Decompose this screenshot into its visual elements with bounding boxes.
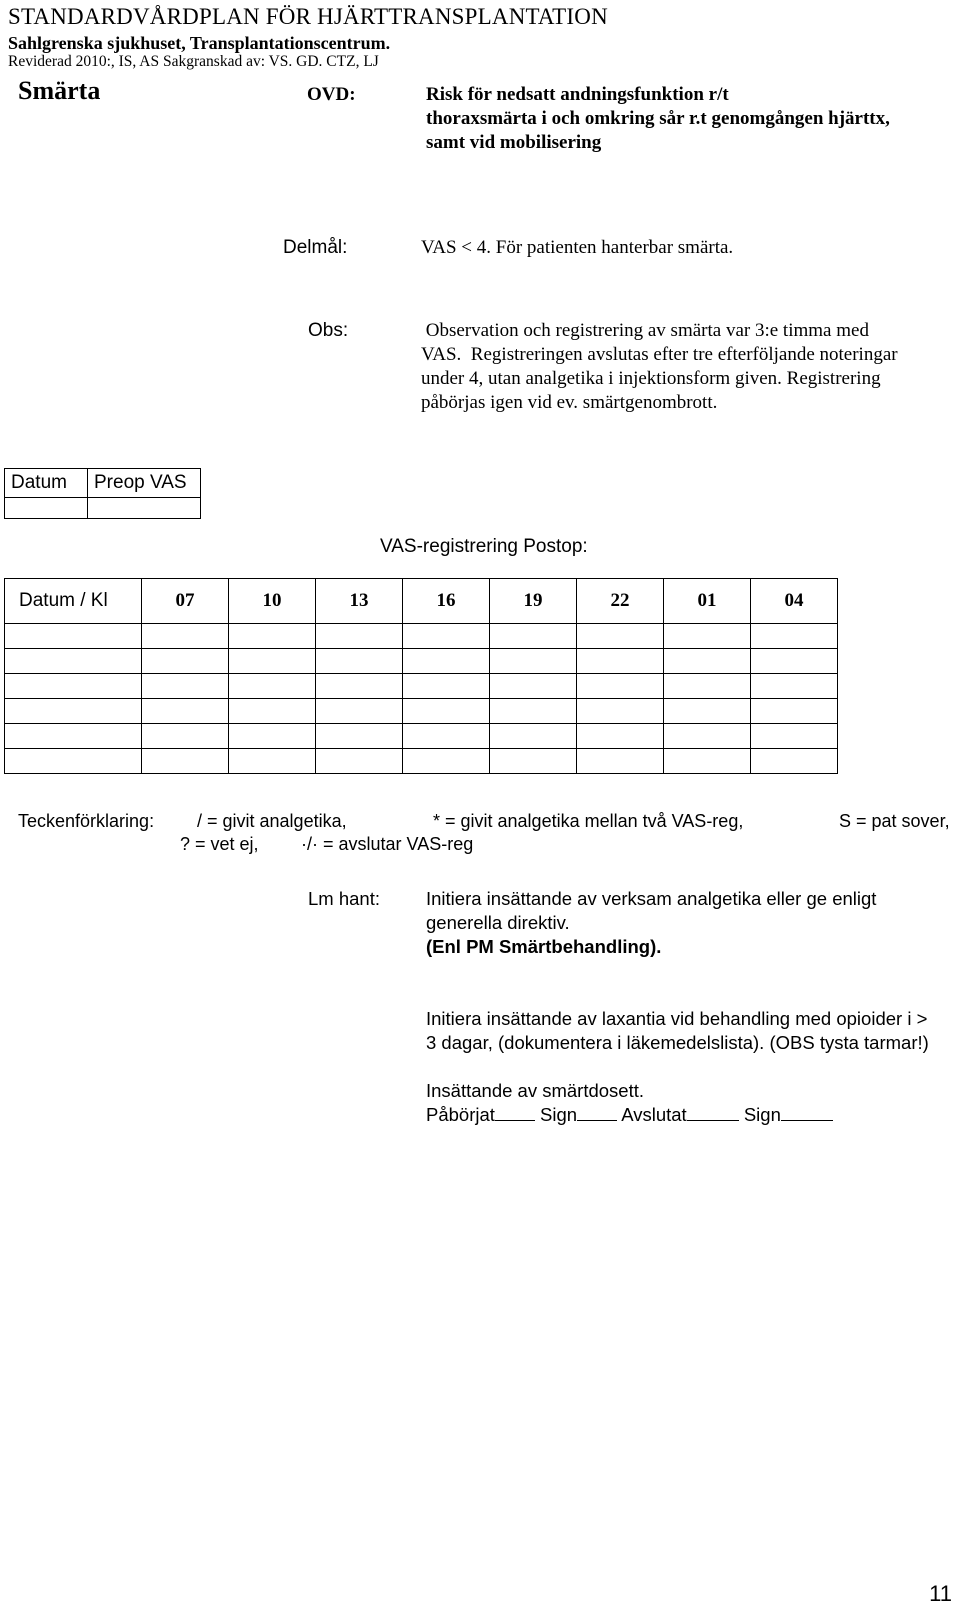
ovd-line: samt vid mobilisering [426,132,602,153]
vas-cell[interactable] [5,674,142,699]
document-title: STANDARDVÅRDPLAN FÖR HJÄRTTRANSPLANTATION [8,4,608,29]
dosett-blank[interactable] [495,1104,535,1121]
vas-cell[interactable] [403,699,490,724]
vas-cell[interactable] [403,749,490,774]
dosett-field-label: Avslutat [621,1104,687,1125]
vas-cell[interactable] [664,749,751,774]
delmal-text: VAS < 4. För patienten hanterbar smärta. [421,237,734,258]
vas-cell[interactable] [316,624,403,649]
vas-row [5,649,838,674]
vas-cell[interactable] [5,624,142,649]
vas-cell[interactable] [5,749,142,774]
vas-cell[interactable] [664,724,751,749]
vas-cell[interactable] [664,674,751,699]
vas-cell[interactable] [229,624,316,649]
dosett-fields [426,1104,833,1126]
preop-table [4,468,201,519]
vas-cell[interactable] [577,649,664,674]
vas-header-time: 22 [577,579,664,624]
vas-cell[interactable] [577,699,664,724]
vas-cell[interactable] [577,749,664,774]
preop-cell-datum[interactable] [5,498,88,519]
vas-cell[interactable] [490,674,577,699]
vas-table [4,578,838,774]
legend-label: Teckenförklaring: [18,811,155,831]
legend-item: ·/· = avslutar VAS-reg [301,834,474,854]
ovd-line: Risk för nedsatt andningsfunktion r/t [426,84,729,105]
lm-line: generella direktiv. [426,912,570,933]
vas-header-row [5,579,838,624]
vas-cell[interactable] [490,699,577,724]
vas-header-time: 07 [142,579,229,624]
vas-cell[interactable] [490,724,577,749]
vas-cell[interactable] [5,699,142,724]
vas-cell[interactable] [403,649,490,674]
vas-cell[interactable] [577,674,664,699]
vas-cell[interactable] [229,724,316,749]
dosett-blank[interactable] [687,1104,739,1121]
vas-cell[interactable] [5,724,142,749]
vas-header-time: 19 [490,579,577,624]
ovd-label: OVD: [307,84,356,105]
vas-cell[interactable] [751,674,838,699]
ovd-line: thoraxsmärta i och omkring sår r.t genomgången hjärttx, [426,108,890,129]
laxantia-line: Initiera insättande av laxantia vid behandling med opioider i > [426,1008,928,1029]
document-subtitle: Sahlgrenska sjukhuset, Transplantationscentrum. [8,33,391,53]
vas-cell[interactable] [403,674,490,699]
vas-cell[interactable] [316,649,403,674]
vas-cell[interactable] [577,724,664,749]
vas-cell[interactable] [664,624,751,649]
vas-cell[interactable] [490,649,577,674]
vas-row [5,749,838,774]
legend-item: * = givit analgetika mellan två VAS-reg, [433,811,744,831]
vas-header-time: 04 [751,579,838,624]
dosett-blank[interactable] [781,1104,833,1121]
vas-row [5,674,838,699]
obs-line: påbörjas igen vid ev. smärtgenombrott. [421,392,718,413]
vas-cell[interactable] [229,649,316,674]
dosett-field-label: Sign [540,1104,578,1125]
vas-row [5,624,838,649]
vas-header-time: 16 [403,579,490,624]
obs-line: VAS. Registreringen avslutas efter tre efterföljande noteringar [421,344,898,365]
vas-cell[interactable] [316,749,403,774]
dosett-blank[interactable] [577,1104,617,1121]
vas-cell[interactable] [664,649,751,674]
vas-header-time: 01 [664,579,751,624]
vas-cell[interactable] [316,699,403,724]
vas-cell[interactable] [229,699,316,724]
vas-cell[interactable] [5,649,142,674]
vas-heading: VAS-registrering Postop: [380,536,588,557]
vas-cell[interactable] [490,749,577,774]
vas-cell[interactable] [316,674,403,699]
vas-cell[interactable] [229,674,316,699]
vas-cell[interactable] [403,724,490,749]
vas-cell[interactable] [142,624,229,649]
lm-hant-label: Lm hant: [308,888,380,909]
vas-cell[interactable] [229,749,316,774]
vas-cell[interactable] [577,624,664,649]
vas-cell[interactable] [751,749,838,774]
dosett-field-label: Sign [743,1104,781,1125]
vas-cell[interactable] [751,724,838,749]
legend-item: / = givit analgetika, [197,811,347,831]
lm-line: Initiera insättande av verksam analgetika eller ge enligt [426,888,877,909]
vas-cell[interactable] [142,649,229,674]
page-number: 11 [929,1581,952,1606]
vas-row [5,699,838,724]
preop-header-datum: Datum [5,469,88,498]
preop-cell-vas[interactable] [88,498,201,519]
obs-line: Observation och registrering av smärta var 3:e timma med [421,320,869,341]
dosett-field-label: Påbörjat [426,1104,495,1125]
vas-cell[interactable] [142,699,229,724]
vas-cell[interactable] [751,624,838,649]
dosett-title: Insättande av smärtdosett. [426,1080,645,1101]
vas-cell[interactable] [142,724,229,749]
vas-cell[interactable] [751,649,838,674]
vas-cell[interactable] [403,624,490,649]
legend-item: S = pat sover, [839,811,950,831]
vas-cell[interactable] [490,624,577,649]
legend-item: ? = vet ej, [180,834,259,854]
obs-label: Obs: [308,320,349,341]
vas-header-time: 10 [229,579,316,624]
delmal-label: Delmål: [283,237,348,258]
vas-cell[interactable] [142,749,229,774]
vas-header-datum: Datum / Kl [5,579,142,624]
vas-cell[interactable] [142,674,229,699]
vas-cell[interactable] [664,699,751,724]
revision-line: Reviderad 2010:, IS, AS Sakgranskad av: VS. GD. CTZ, LJ [8,53,379,70]
vas-cell[interactable] [751,699,838,724]
laxantia-line: 3 dagar, (dokumentera i läkemedelslista). (OBS tysta tarmar!) [426,1032,929,1053]
vas-cell[interactable] [316,724,403,749]
preop-header-vas: Preop VAS [88,469,201,498]
vas-header-time: 13 [316,579,403,624]
obs-line: under 4, utan analgetika i injektionsform given. Registrering [421,368,881,389]
vas-row [5,724,838,749]
section-title: Smärta [18,76,101,105]
lm-line: (Enl PM Smärtbehandling). [426,936,662,957]
